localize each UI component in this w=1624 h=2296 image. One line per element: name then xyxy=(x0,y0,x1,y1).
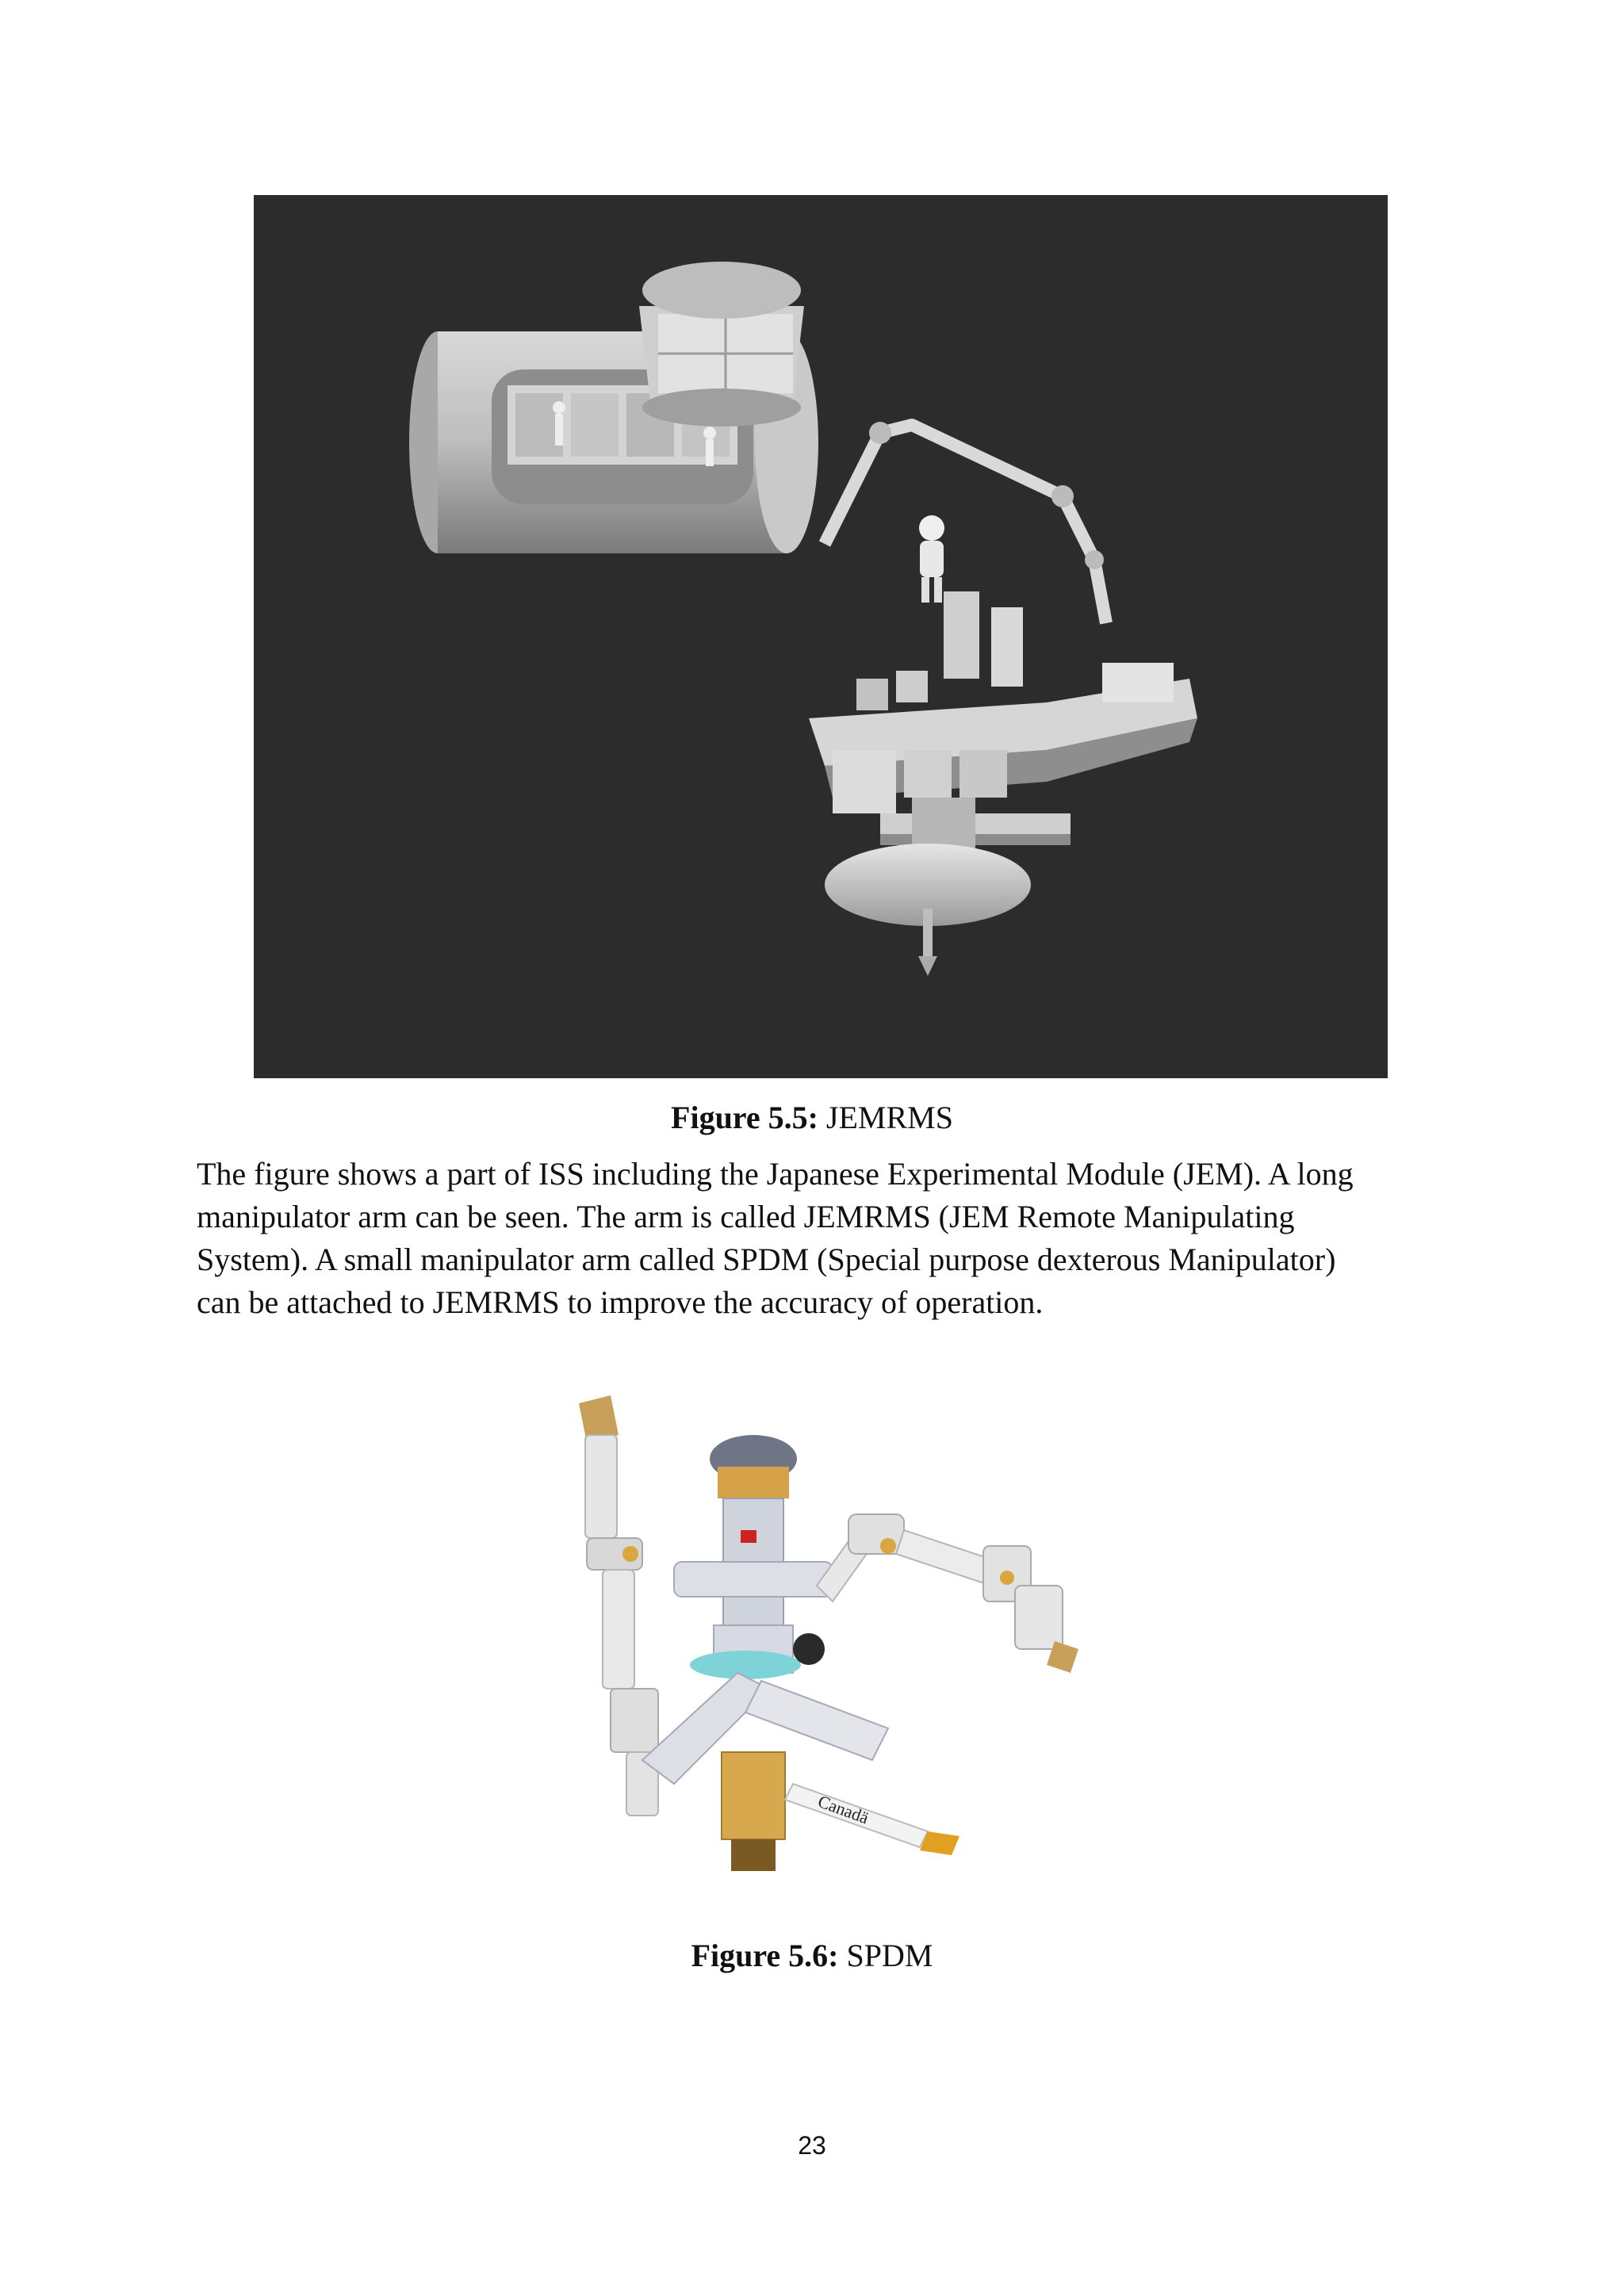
figure-caption-5-5 xyxy=(0,1098,1624,1138)
spdm-figure-image xyxy=(555,1387,1110,1911)
figure-label: Figure 5.5: xyxy=(671,1100,818,1135)
paragraph-line: can be attached to JEMRMS to improve the accuracy of operation. xyxy=(197,1284,1044,1320)
page-number: 23 xyxy=(798,2131,826,2160)
paragraph-line: The figure shows a part of ISS including the Japanese Experimental Module (JEM). A long xyxy=(197,1156,1354,1192)
body-paragraph xyxy=(197,1153,1434,1324)
figure-label: Figure 5.6: xyxy=(691,1938,839,1973)
jemrms-figure-image xyxy=(254,195,1388,1078)
figure-title: JEMRMS xyxy=(825,1100,953,1135)
figure-caption-5-6 xyxy=(0,1936,1624,1976)
paragraph-line: System). A small manipulator arm called SPDM (Special purpose dexterous Manipulator) xyxy=(197,1242,1336,1277)
canada-wordmark: Canadä xyxy=(815,1791,871,1828)
paragraph-line: manipulator arm can be seen. The arm is called JEMRMS (JEM Remote Manipulating xyxy=(197,1199,1295,1234)
figure-title: SPDM xyxy=(846,1938,933,1973)
